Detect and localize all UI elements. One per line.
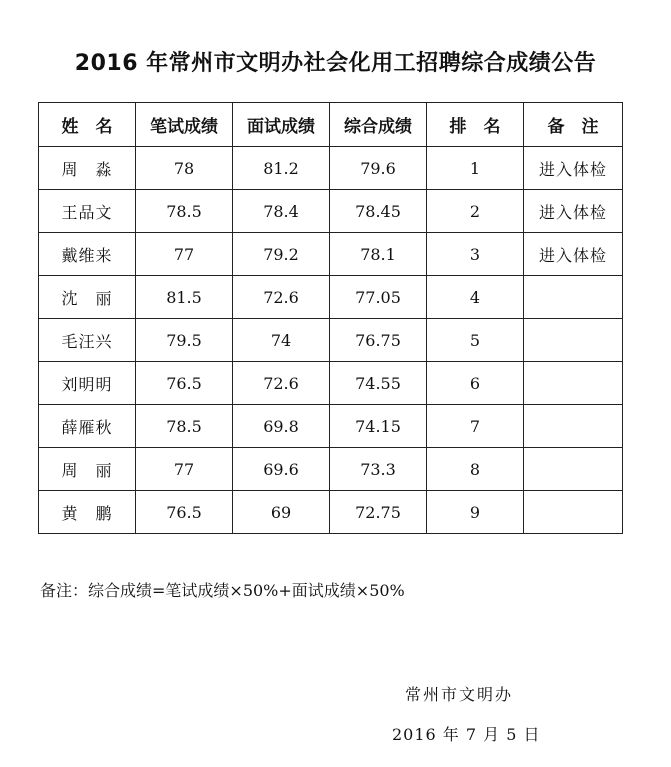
cell-remark: 进入体检 <box>524 233 623 276</box>
cell-interview-score: 78.4 <box>233 190 330 233</box>
cell-interview-score: 72.6 <box>233 276 330 319</box>
cell-remark <box>524 405 623 448</box>
table-row <box>39 405 623 448</box>
table-row <box>39 190 623 233</box>
cell-written-score: 79.5 <box>136 319 233 362</box>
cell-interview-score: 79.2 <box>233 233 330 276</box>
cell-rank: 2 <box>427 190 524 233</box>
cell-interview-score: 81.2 <box>233 147 330 190</box>
table-row <box>39 276 623 319</box>
table-row <box>39 362 623 405</box>
cell-name: 刘明明 <box>39 362 136 405</box>
cell-written-score: 78.5 <box>136 190 233 233</box>
cell-total-score: 74.15 <box>330 405 427 448</box>
cell-total-score: 79.6 <box>330 147 427 190</box>
table-row <box>39 448 623 491</box>
cell-rank: 1 <box>427 147 524 190</box>
cell-written-score: 76.5 <box>136 491 233 534</box>
cell-total-score: 74.55 <box>330 362 427 405</box>
cell-interview-score: 72.6 <box>233 362 330 405</box>
cell-written-score: 81.5 <box>136 276 233 319</box>
cell-written-score: 76.5 <box>136 362 233 405</box>
header-remark: 备 注 <box>524 103 623 147</box>
cell-rank: 4 <box>427 276 524 319</box>
header-written-score: 笔试成绩 <box>136 103 233 147</box>
cell-name: 周 丽 <box>39 448 136 491</box>
cell-remark: 进入体检 <box>524 190 623 233</box>
cell-total-score: 76.75 <box>330 319 427 362</box>
cell-name: 戴维来 <box>39 233 136 276</box>
scores-table <box>38 102 623 534</box>
cell-written-score: 77 <box>136 448 233 491</box>
cell-name: 王品文 <box>39 190 136 233</box>
cell-interview-score: 69.6 <box>233 448 330 491</box>
cell-interview-score: 69 <box>233 491 330 534</box>
cell-name: 沈 丽 <box>39 276 136 319</box>
header-name: 姓 名 <box>39 103 136 147</box>
table-row <box>39 491 623 534</box>
cell-total-score: 73.3 <box>330 448 427 491</box>
cell-rank: 5 <box>427 319 524 362</box>
cell-remark <box>524 448 623 491</box>
cell-rank: 7 <box>427 405 524 448</box>
cell-total-score: 77.05 <box>330 276 427 319</box>
cell-remark <box>524 276 623 319</box>
header-interview-score: 面试成绩 <box>233 103 330 147</box>
cell-rank: 9 <box>427 491 524 534</box>
cell-written-score: 77 <box>136 233 233 276</box>
issuer-signature: 常州市文明办 <box>405 685 514 704</box>
cell-remark <box>524 491 623 534</box>
cell-total-score: 78.45 <box>330 190 427 233</box>
table-row <box>39 319 623 362</box>
table-header-row <box>39 103 623 147</box>
cell-name: 毛汪兴 <box>39 319 136 362</box>
cell-written-score: 78 <box>136 147 233 190</box>
cell-rank: 6 <box>427 362 524 405</box>
cell-total-score: 78.1 <box>330 233 427 276</box>
cell-name: 黄 鹏 <box>39 491 136 534</box>
cell-rank: 3 <box>427 233 524 276</box>
table-row <box>39 233 623 276</box>
cell-remark: 进入体检 <box>524 147 623 190</box>
cell-total-score: 72.75 <box>330 491 427 534</box>
formula-note: 备注：综合成绩=笔试成绩×50%+面试成绩×50% <box>40 581 405 600</box>
cell-remark <box>524 362 623 405</box>
cell-name: 周 淼 <box>39 147 136 190</box>
cell-rank: 8 <box>427 448 524 491</box>
cell-remark <box>524 319 623 362</box>
cell-written-score: 78.5 <box>136 405 233 448</box>
header-rank: 排 名 <box>427 103 524 147</box>
cell-interview-score: 74 <box>233 319 330 362</box>
page-title: 2016 年常州市文明办社会化用工招聘综合成绩公告 <box>74 51 597 76</box>
table-row <box>39 147 623 190</box>
header-total-score: 综合成绩 <box>330 103 427 147</box>
cell-name: 薛雁秋 <box>39 405 136 448</box>
issue-date: 2016 年 7 月 5 日 <box>392 725 541 744</box>
cell-interview-score: 69.8 <box>233 405 330 448</box>
